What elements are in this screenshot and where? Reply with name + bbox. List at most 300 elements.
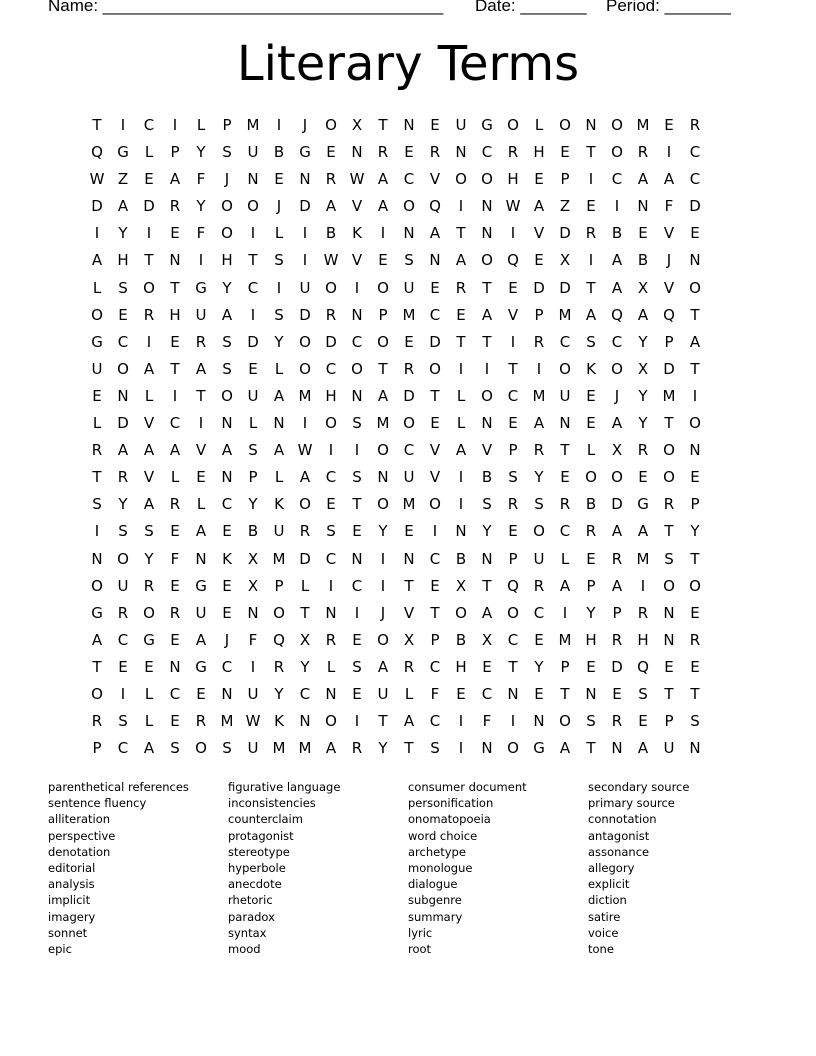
grid-letter: L [560, 549, 570, 568]
grid-letter: O [481, 251, 493, 270]
grid-letter: D [299, 549, 311, 568]
grid-letter: R [533, 576, 545, 595]
grid-letter: K [222, 549, 232, 568]
grid-letter: O [91, 684, 103, 703]
grid-letter: R [143, 576, 155, 595]
grid-letter: T [378, 359, 388, 378]
grid-letter: A [325, 739, 337, 758]
grid-letter: C [689, 170, 701, 189]
grid-letter: C [403, 441, 415, 460]
grid-letter: C [351, 576, 363, 595]
grid-letter: L [274, 359, 284, 378]
grid-letter: C [325, 468, 337, 487]
grid-row [84, 437, 708, 464]
grid-letter: E [690, 224, 700, 243]
grid-letter: V [429, 170, 441, 189]
grid-letter: I [354, 441, 360, 460]
grid-letter: M [532, 386, 546, 405]
grid-letter: X [247, 549, 259, 568]
grid-letter: C [559, 522, 571, 541]
grid-letter: D [689, 197, 701, 216]
grid-letter: F [664, 197, 674, 216]
grid-letter: Y [118, 224, 128, 243]
grid-letter: V [403, 603, 415, 622]
grid-letter: P [508, 549, 518, 568]
word-bank-item: sonnet [48, 925, 88, 940]
word-bank-item: archetype [408, 844, 466, 859]
grid-letter: T [508, 359, 518, 378]
grid-letter: Q [273, 630, 285, 649]
name-field-label: Name: ____________________________________ [48, 0, 444, 15]
word-bank-item: alliteration [48, 812, 111, 827]
grid-letter: O [455, 170, 467, 189]
grid-letter: T [586, 278, 596, 297]
grid-letter: E [534, 251, 544, 270]
grid-letter: F [196, 170, 206, 189]
grid-letter: V [351, 251, 363, 270]
grid-letter: F [196, 224, 206, 243]
grid-row [84, 356, 708, 383]
grid-letter: A [221, 441, 233, 460]
grid-letter: Z [117, 170, 129, 189]
grid-letter: P [170, 143, 180, 162]
grid-letter: W [297, 441, 313, 460]
grid-letter: I [354, 712, 360, 731]
grid-letter: G [481, 116, 493, 134]
grid-letter: C [117, 739, 129, 758]
grid-letter: O [663, 441, 675, 460]
grid-letter: L [586, 441, 596, 460]
grid-letter: S [118, 278, 128, 297]
grid-letter: E [534, 170, 544, 189]
grid-letter: C [507, 386, 519, 405]
grid-letter: S [222, 143, 232, 162]
grid-letter: S [586, 332, 596, 351]
grid-letter: B [637, 251, 649, 270]
grid-letter: T [170, 278, 180, 297]
grid-letter: A [637, 170, 649, 189]
grid-letter: T [378, 712, 388, 731]
grid-letter: R [637, 441, 649, 460]
grid-letter: E [170, 630, 180, 649]
grid-letter: V [429, 468, 441, 487]
grid-letter: E [456, 305, 466, 324]
grid-letter: N [221, 414, 233, 433]
grid-letter: R [143, 305, 155, 324]
grid-letter: O [325, 414, 337, 433]
word-bank-item: explicit [588, 877, 630, 892]
grid-letter: O [611, 143, 623, 162]
grid-letter: P [690, 495, 700, 514]
grid-letter: Y [690, 522, 700, 541]
grid-letter: T [404, 739, 414, 758]
word-bank-item: figurative language [228, 780, 341, 794]
grid-letter: E [482, 657, 492, 676]
grid-letter: I [172, 386, 178, 405]
grid-letter: L [196, 495, 206, 514]
word-bank-item: summary [408, 909, 463, 924]
grid-letter: C [481, 684, 493, 703]
grid-letter: R [689, 630, 701, 649]
grid-letter: G [195, 576, 207, 595]
grid-letter: H [117, 251, 129, 270]
grid-letter: R [273, 657, 285, 676]
word-bank-item: lyric [408, 925, 433, 940]
word-bank-item: protagonist [228, 828, 294, 843]
word-bank-item: implicit [48, 893, 91, 908]
grid-letter: B [273, 143, 285, 162]
grid-letter: N [455, 143, 467, 162]
word-bank-item: word choice [408, 828, 478, 843]
grid-letter: R [637, 143, 649, 162]
grid-row [84, 383, 708, 410]
grid-letter: S [248, 441, 258, 460]
grid-letter: R [91, 712, 103, 731]
grid-letter: I [94, 224, 100, 243]
grid-letter: R [325, 170, 337, 189]
grid-letter: N [403, 224, 415, 243]
grid-letter: S [274, 305, 284, 324]
grid-letter: A [611, 576, 623, 595]
grid-letter: X [299, 630, 311, 649]
grid-letter: N [325, 684, 337, 703]
grid-letter: O [611, 359, 623, 378]
grid-letter: Q [507, 251, 519, 270]
grid-letter: T [482, 576, 492, 595]
grid-letter: L [144, 684, 154, 703]
grid-letter: P [92, 739, 102, 758]
grid-letter: O [689, 414, 701, 433]
grid-letter: G [533, 739, 545, 758]
grid-letter: L [170, 468, 180, 487]
grid-letter: M [246, 116, 260, 134]
grid-row [84, 573, 708, 600]
grid-letter: B [455, 630, 467, 649]
grid-letter: O [585, 468, 597, 487]
grid-letter: Y [586, 603, 596, 622]
grid-letter: E [170, 712, 180, 731]
grid-letter: O [481, 170, 493, 189]
grid-letter: R [689, 116, 701, 134]
grid-letter: D [403, 386, 415, 405]
grid-letter: S [352, 468, 362, 487]
grid-letter: E [638, 468, 648, 487]
grid-letter: J [302, 116, 308, 134]
grid-letter: S [222, 332, 232, 351]
grid-letter: R [351, 739, 363, 758]
grid-letter: T [456, 224, 466, 243]
grid-letter: D [117, 414, 129, 433]
page-title: Literary Terms [236, 36, 580, 92]
grid-letter: A [195, 359, 207, 378]
grid-letter: R [299, 522, 311, 541]
word-bank-item: parenthetical references [48, 780, 189, 794]
word-bank-item: antagonist [588, 828, 650, 843]
grid-letter: O [91, 576, 103, 595]
grid-letter: S [586, 712, 596, 731]
grid-letter: M [298, 739, 312, 758]
grid-letter: I [458, 197, 464, 216]
grid-letter: O [403, 197, 415, 216]
grid-letter: N [455, 522, 467, 541]
grid-letter: D [611, 657, 623, 676]
grid-letter: N [689, 251, 701, 270]
grid-letter: I [458, 712, 464, 731]
grid-letter: C [403, 170, 415, 189]
grid-letter: S [430, 739, 440, 758]
grid-letter: A [611, 251, 623, 270]
grid-row [84, 735, 708, 762]
word-bank-item: satire [588, 909, 621, 924]
grid-letter: E [690, 657, 700, 676]
grid-letter: N [403, 116, 415, 134]
grid-letter: E [534, 630, 544, 649]
grid-letter: K [586, 359, 596, 378]
grid-letter: L [274, 468, 284, 487]
grid-letter: N [325, 603, 337, 622]
grid-letter: N [481, 549, 493, 568]
word-bank-column [228, 779, 408, 957]
grid-letter: Y [534, 468, 544, 487]
grid-letter: R [195, 712, 207, 731]
grid-letter: O [663, 468, 675, 487]
grid-letter: T [508, 657, 518, 676]
grid-letter: R [325, 305, 337, 324]
grid-letter: N [377, 468, 389, 487]
grid-letter: C [611, 332, 623, 351]
grid-letter: P [430, 630, 440, 649]
grid-row [84, 247, 708, 274]
word-bank-item: anecdote [228, 877, 282, 892]
grid-letter: G [91, 603, 103, 622]
grid-letter: E [638, 712, 648, 731]
grid-row [84, 708, 708, 735]
grid-letter: E [248, 359, 258, 378]
grid-letter: U [377, 684, 389, 703]
grid-letter: M [636, 116, 650, 134]
grid-letter: H [169, 305, 181, 324]
grid-letter: O [455, 603, 467, 622]
grid-letter: V [429, 441, 441, 460]
grid-letter: T [248, 251, 258, 270]
grid-letter: O [507, 739, 519, 758]
grid-letter: I [432, 522, 438, 541]
grid-letter: N [169, 657, 181, 676]
grid-letter: S [508, 468, 518, 487]
word-bank-item: diction [588, 893, 627, 908]
grid-letter: C [429, 712, 441, 731]
grid-letter: I [692, 386, 698, 405]
grid-letter: F [170, 549, 180, 568]
grid-letter: E [92, 386, 102, 405]
grid-letter: D [559, 224, 571, 243]
grid-letter: S [534, 495, 544, 514]
grid-letter: E [144, 657, 154, 676]
grid-letter: D [559, 278, 571, 297]
grid-row [84, 302, 708, 329]
grid-letter: M [272, 549, 286, 568]
grid-letter: O [117, 359, 129, 378]
grid-letter: A [377, 657, 389, 676]
word-bank-item: primary source [588, 796, 675, 811]
grid-letter: N [663, 603, 675, 622]
grid-letter: I [588, 170, 594, 189]
grid-row [84, 491, 708, 518]
grid-letter: I [328, 441, 334, 460]
grid-letter: E [352, 684, 362, 703]
grid-letter: I [510, 224, 516, 243]
grid-letter: I [250, 224, 256, 243]
word-bank-item: stereotype [228, 844, 290, 859]
grid-letter: I [536, 359, 542, 378]
grid-letter: E [508, 414, 518, 433]
grid-letter: D [299, 197, 311, 216]
grid-letter: N [351, 143, 363, 162]
grid-letter: A [377, 386, 389, 405]
grid-letter: O [195, 739, 207, 758]
grid-letter: E [586, 549, 596, 568]
grid-letter: E [534, 684, 544, 703]
grid-letter: P [612, 603, 622, 622]
grid-letter: N [507, 684, 519, 703]
grid-letter: T [404, 576, 414, 595]
grid-letter: R [533, 332, 545, 351]
grid-letter: X [403, 630, 415, 649]
grid-letter: E [508, 278, 518, 297]
grid-letter: T [92, 468, 102, 487]
grid-letter: E [456, 684, 466, 703]
grid-letter: R [403, 657, 415, 676]
grid-letter: U [403, 468, 415, 487]
grid-letter: I [302, 414, 308, 433]
grid-letter: I [458, 359, 464, 378]
grid-letter: I [276, 116, 282, 134]
grid-letter: A [195, 522, 207, 541]
grid-letter: C [299, 684, 311, 703]
grid-letter: N [585, 684, 597, 703]
grid-letter: I [510, 712, 516, 731]
grid-letter: Y [378, 739, 388, 758]
grid-letter: C [247, 278, 259, 297]
grid-letter: O [533, 522, 545, 541]
grid-letter: I [146, 224, 152, 243]
grid-letter: U [273, 522, 285, 541]
grid-letter: R [585, 224, 597, 243]
grid-letter: E [560, 143, 570, 162]
word-bank-item: rhetoric [228, 893, 273, 908]
word-bank-item: personification [408, 796, 494, 811]
grid-letter: T [196, 386, 206, 405]
grid-letter: N [481, 197, 493, 216]
grid-letter: J [276, 197, 282, 216]
word-bank-item: voice [588, 925, 619, 940]
grid-letter: J [614, 386, 620, 405]
grid-letter: M [662, 386, 676, 405]
grid-letter: C [429, 657, 441, 676]
grid-letter: V [663, 224, 675, 243]
grid-letter: F [482, 712, 492, 731]
grid-letter: I [380, 224, 386, 243]
grid-row [84, 627, 708, 654]
grid-letter: O [377, 630, 389, 649]
grid-letter: S [404, 251, 414, 270]
word-bank-item: tone [588, 942, 614, 957]
grid-letter: O [481, 386, 493, 405]
grid-letter: C [143, 116, 155, 134]
grid-letter: E [586, 657, 596, 676]
grid-letter: N [637, 197, 649, 216]
grid-letter: M [220, 712, 234, 731]
grid-letter: E [560, 468, 570, 487]
grid-letter: A [143, 739, 155, 758]
grid-letter: A [377, 197, 389, 216]
grid-letter: A [637, 305, 649, 324]
grid-letter: S [326, 522, 336, 541]
grid-letter: G [91, 332, 103, 351]
grid-letter: E [144, 170, 154, 189]
grid-letter: O [429, 495, 441, 514]
grid-letter: U [91, 359, 103, 378]
grid-letter: O [559, 116, 571, 134]
date-field-label: Date: _______ [475, 0, 587, 15]
grid-letter: E [664, 116, 674, 134]
grid-letter: O [143, 278, 155, 297]
grid-letter: I [250, 657, 256, 676]
grid-letter: Y [482, 522, 492, 541]
grid-letter: O [117, 549, 129, 568]
grid-letter: O [507, 603, 519, 622]
grid-letter: E [586, 197, 596, 216]
grid-letter: T [690, 549, 700, 568]
grid-letter: W [245, 712, 261, 731]
grid-letter: N [299, 170, 311, 189]
grid-letter: S [170, 739, 180, 758]
grid-letter: U [247, 739, 259, 758]
word-bank-item: editorial [48, 861, 96, 876]
word-bank-item: sentence fluency [48, 796, 147, 811]
grid-letter: I [640, 576, 646, 595]
grid-letter: T [586, 739, 596, 758]
grid-letter: M [298, 386, 312, 405]
grid-letter: N [689, 739, 701, 758]
grid-letter: S [482, 495, 492, 514]
grid-letter: Q [611, 305, 623, 324]
grid-letter: Z [559, 197, 571, 216]
grid-letter: K [352, 224, 362, 243]
grid-letter: V [143, 468, 155, 487]
grid-letter: I [120, 684, 126, 703]
grid-letter: I [302, 251, 308, 270]
grid-letter: M [272, 739, 286, 758]
grid-letter: C [325, 359, 337, 378]
grid-letter: G [299, 143, 311, 162]
grid-letter: I [94, 522, 100, 541]
grid-letter: N [585, 116, 597, 134]
word-bank-item: root [408, 942, 432, 957]
grid-letter: C [689, 143, 701, 162]
grid-letter: T [144, 251, 154, 270]
grid-letter: U [247, 684, 259, 703]
grid-letter: L [144, 143, 154, 162]
grid-letter: N [221, 468, 233, 487]
grid-letter: W [89, 170, 105, 189]
grid-row [84, 112, 708, 139]
grid-letter: P [586, 576, 596, 595]
word-bank-item: epic [48, 942, 72, 957]
grid-letter: I [354, 278, 360, 297]
grid-row [84, 166, 708, 193]
grid-letter: P [222, 116, 232, 134]
